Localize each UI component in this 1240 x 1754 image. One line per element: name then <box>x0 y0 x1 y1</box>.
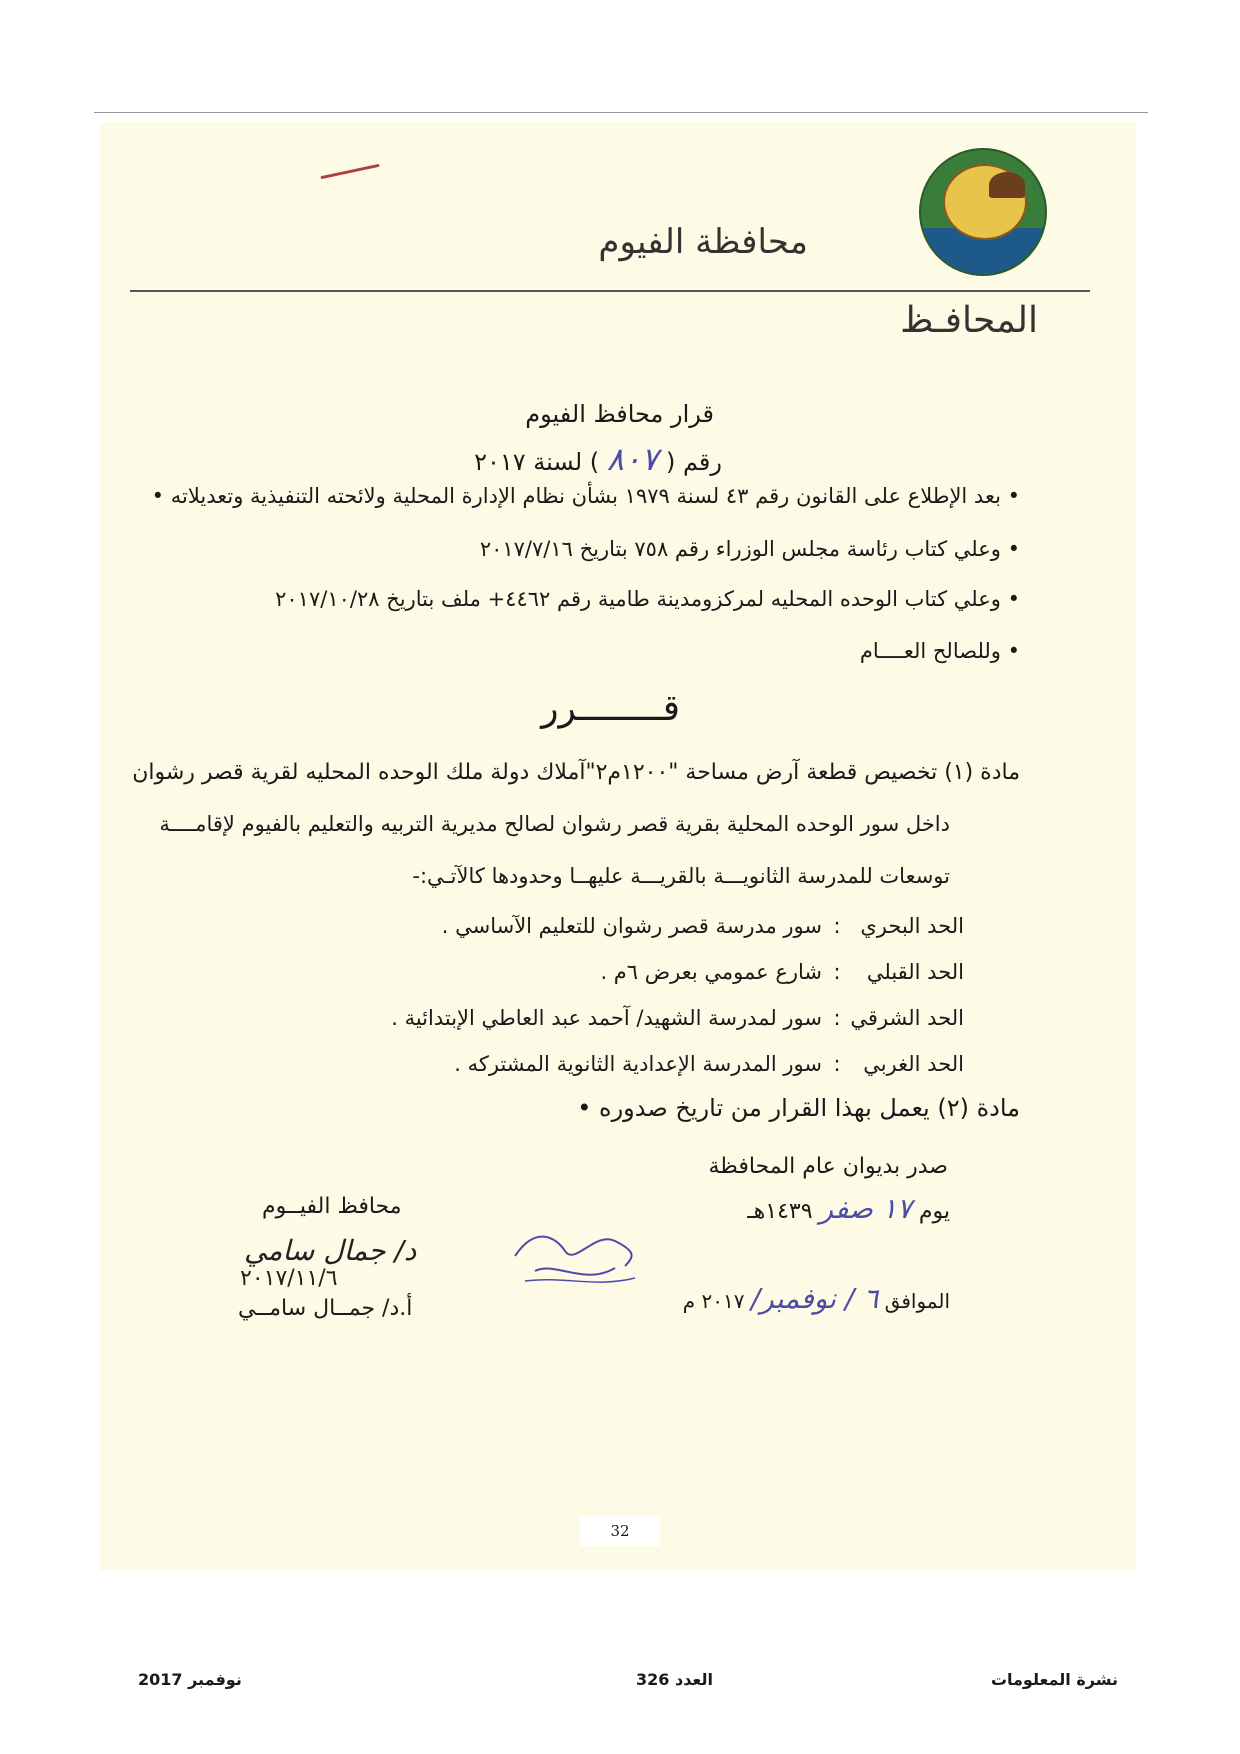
signatory-hand-signature: د/ جمال سامي <box>244 1234 417 1267</box>
governorate-seal <box>919 148 1047 276</box>
office-title: المحافـظ <box>900 300 1038 341</box>
governorate-name: محافظة الفيوم <box>598 222 808 262</box>
issued-at: صدر بديوان عام المحافظة <box>708 1154 948 1179</box>
top-rule <box>94 112 1148 113</box>
handwritten-signature <box>505 1216 645 1296</box>
boundary-text: سور لمدرسة الشهيد/ آحمد عبد العاطي الإبتدائية . <box>391 1006 822 1030</box>
greg-year: ٢٠١٧ م <box>682 1289 745 1313</box>
agree-prefix: الموافق <box>884 1289 950 1313</box>
seal-emblem <box>943 164 1027 240</box>
decree-number-suffix: ) لسنة ٢٠١٧ <box>474 448 600 476</box>
agree-hand: ٦ / نوفمبر/ <box>750 1282 879 1315</box>
boundary-row <box>454 1052 964 1076</box>
signatory-name: أ.د/ جمــال سامــي <box>238 1296 413 1321</box>
decree-number <box>474 440 722 478</box>
footer-date: نوفمبر 2017 <box>138 1670 242 1689</box>
boundary-row <box>391 1006 964 1030</box>
boundary-label: الحد الغربي <box>863 1052 964 1076</box>
footer-issue: العدد 326 <box>636 1670 713 1689</box>
eagle-icon <box>989 172 1025 198</box>
footer-publication: نشرة المعلومات <box>990 1670 1118 1689</box>
article-1-line: داخل سور الوحده المحلية بقرية قصر رشوان لصالح مديرية التربيه والتعليم بالفيوم لإقامــــة <box>159 812 950 836</box>
boundary-text: سور مدرسة قصر رشوان للتعليم الآساسي . <box>441 914 822 938</box>
header-rule <box>130 290 1090 292</box>
preamble-item: • وعلي كتاب الوحده المحليه لمركزومدينة طامية رقم ٤٤٦٢+ ملف بتاريخ ٢٠١٧/١٠/٢٨ <box>275 587 1020 611</box>
preamble-item: • وللصالح العــــام <box>859 639 1020 663</box>
preamble-item: • وعلي كتاب رئاسة مجلس الوزراء رقم ٧٥٨ بتاريخ ٢٠١٧/٧/١٦ <box>479 537 1020 561</box>
signatory-title: محافظ الفيــوم <box>262 1194 402 1219</box>
preamble-item: • بعد الإطلاع على القانون رقم ٤٣ لسنة ١٩٧٩ بشأن نظام الإدارة المحلية ولائحته التنفيذية وتعديلاته • <box>151 484 1020 508</box>
signatory-hand-date: ٢٠١٧/١١/٦ <box>240 1266 338 1291</box>
decided-heading: قــــــــرر <box>541 688 680 729</box>
page-number: 32 <box>580 1516 660 1546</box>
day-prefix: يوم <box>918 1199 950 1224</box>
article-2: مادة (٢) يعمل بهذا القرار من تاريخ صدوره • <box>577 1094 1020 1122</box>
decree-number-hand: ٨٠٧ <box>606 440 659 478</box>
boundary-colon: : <box>833 1006 841 1030</box>
boundary-row <box>442 914 964 938</box>
boundary-text: شارع عمومي بعرض ٦م . <box>600 960 822 984</box>
boundary-label: الحد البحري <box>860 914 964 938</box>
hijri-year: ١٤٣٩هـ <box>747 1199 813 1224</box>
boundary-label: الحد الشرقي <box>850 1006 964 1030</box>
day-hand: ١٧ صفر <box>819 1192 912 1225</box>
boundary-label: الحد القبلي <box>866 960 964 984</box>
boundary-text: سور المدرسة الإعدادية الثانوية المشتركه . <box>454 1052 822 1076</box>
boundary-row <box>600 960 964 984</box>
boundary-colon: : <box>833 960 841 984</box>
boundary-colon: : <box>833 914 841 938</box>
article-1-line: توسعات للمدرسة الثانويـــة بالقريـــة عليهــا وحدودها كالآتـي:- <box>412 864 950 888</box>
issue-date-gregorian <box>683 1282 950 1315</box>
article-1-line: مادة (١) تخصيص قطعة آرض مساحة "١٢٠٠م٢"آملاك دولة ملك الوحده المحليه لقرية قصر رشوان <box>132 760 1020 785</box>
issue-date-hijri <box>747 1192 950 1225</box>
decree-number-prefix: رقم ( <box>665 448 722 476</box>
boundary-colon: : <box>833 1052 841 1076</box>
decree-title: قرار محافظ الفيوم <box>525 400 714 428</box>
